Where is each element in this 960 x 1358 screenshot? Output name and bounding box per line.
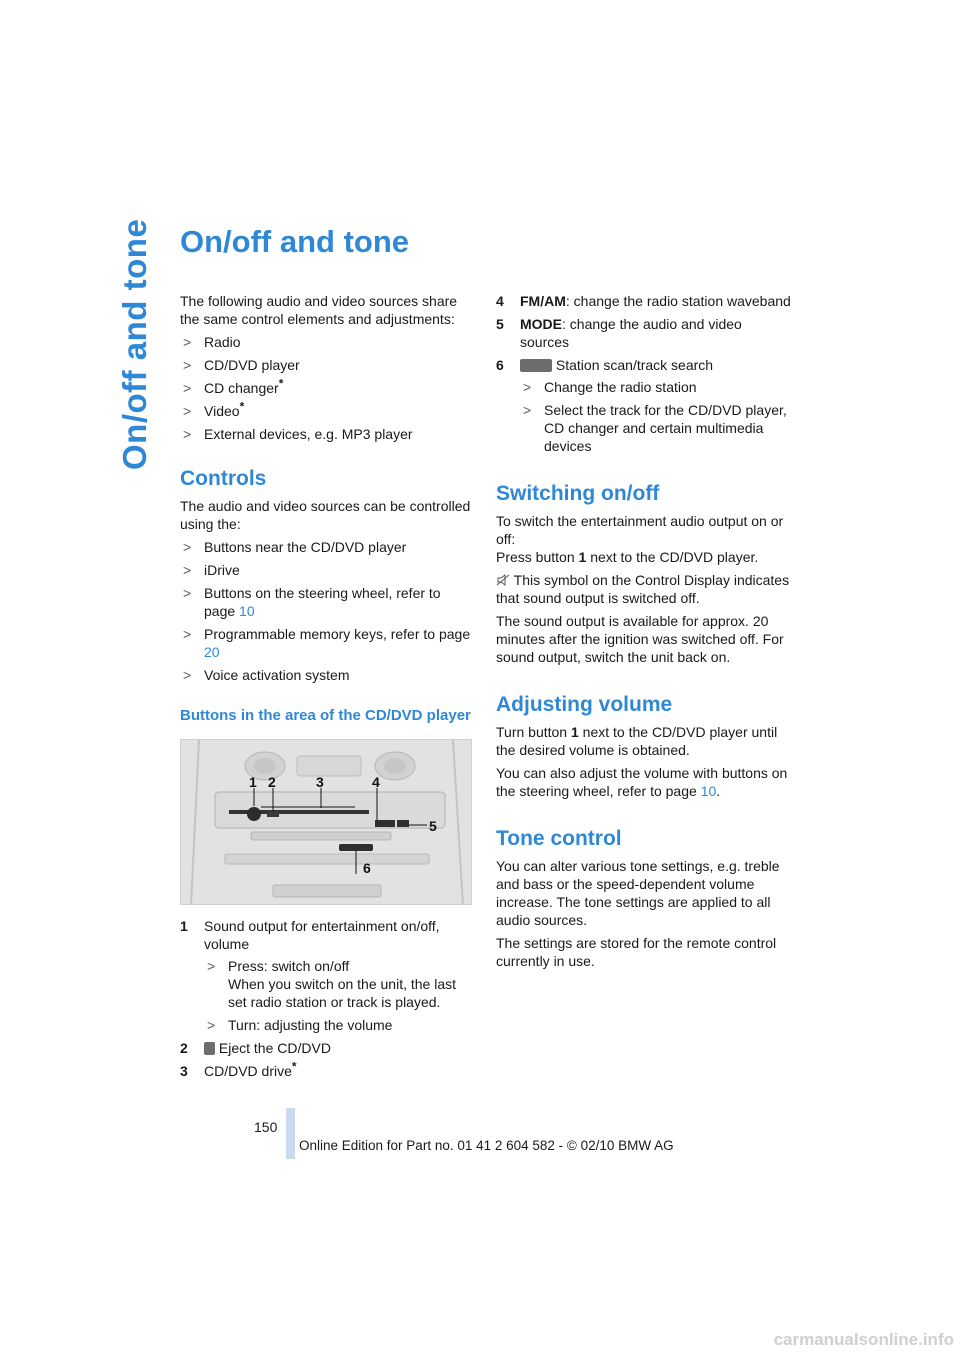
- control-item-steering: > Buttons on the steering wheel, refer to page 10: [183, 585, 441, 619]
- footer-bar: [286, 1108, 295, 1159]
- item-1: 1 Sound output for entertainment on/off, volume > Press: switch on/off When you switch on the unit, the last set radio station or track is played. > Turn: adjusting the volume: [180, 917, 472, 1034]
- page-title: On/off and tone: [180, 224, 410, 259]
- source-item-cd-changer: > CD changer*: [183, 376, 284, 396]
- item-6-sub-2: > Select the track for the CD/DVD player, CD changer and certain multimedia devices: [523, 402, 787, 454]
- figure-label-1: 1: [249, 774, 257, 790]
- controls-heading: Controls: [180, 467, 267, 490]
- footer-text: Online Edition for Part no. 01 41 2 604 582 - © 02/10 BMW AG: [299, 1138, 674, 1153]
- figure-label-3: 3: [316, 774, 324, 790]
- side-tab: [112, 218, 153, 470]
- item-1-press: > Press: switch on/off When you switch on the unit, the last set radio station or track is played.: [207, 958, 457, 1010]
- control-item-idrive: > iDrive: [183, 562, 240, 578]
- option-star-icon: *: [291, 1059, 297, 1074]
- volume-text-1: Turn button 1 next to the CD/DVD player until the desired volume is obtained.: [496, 724, 778, 758]
- page-link[interactable]: 10: [239, 603, 255, 619]
- switching-heading: Switching on/off: [496, 482, 660, 505]
- figure-label-4: 4: [372, 774, 380, 790]
- figure-label-5: 5: [429, 818, 437, 834]
- watermark: carmanualsonline.info: [773, 1330, 954, 1349]
- switching-text-3: The sound output is available for approx. 20 minutes after the ignition was switched off. For sound output, switch the unit back on.: [496, 613, 784, 665]
- switching-text-1: To switch the entertainment audio output on or off:: [496, 513, 784, 547]
- item-1-turn: > Turn: adjusting the volume: [207, 1017, 393, 1033]
- item-6: 6 Station scan/track search > Change the radio station > Select the track for the CD/DVD player, CD changer and certain multimedia devices: [496, 356, 792, 455]
- tone-text-2: The settings are stored for the remote control currently in use.: [496, 935, 777, 969]
- eject-icon: [204, 1042, 215, 1055]
- controls-text: The audio and video sources can be controlled using the:: [180, 498, 471, 532]
- source-item-video: > Video*: [183, 399, 245, 419]
- option-star-icon: *: [278, 376, 284, 391]
- volume-heading: Adjusting volume: [496, 693, 673, 716]
- item-3: 3 CD/DVD drive*: [180, 1059, 297, 1079]
- source-item-cd-dvd: > CD/DVD player: [183, 357, 300, 373]
- item-2: 2 Eject the CD/DVD: [180, 1040, 331, 1056]
- station-scan-icon: [520, 359, 552, 372]
- control-item-voice: > Voice activation system: [183, 667, 350, 683]
- item-4: 4 FM/AM: change the radio station waveband: [496, 293, 791, 309]
- right-column: [496, 292, 792, 975]
- page-number: 150: [254, 1119, 278, 1135]
- sound-off-icon: [496, 574, 510, 586]
- source-item-external: > External devices, e.g. MP3 player: [183, 426, 413, 442]
- buttons-area-heading: Buttons in the area of the CD/DVD player: [180, 707, 471, 724]
- item-5: 5 MODE: change the audio and video sources: [496, 316, 742, 350]
- page-link[interactable]: 20: [204, 644, 220, 660]
- page-link[interactable]: 10: [700, 783, 717, 799]
- figure-label-2: 2: [268, 774, 276, 790]
- tone-text-1: You can alter various tone settings, e.g. treble and bass or the speed-dependent volume increase. The tone settings are applied to all audio sources.: [496, 858, 780, 928]
- tone-heading: Tone control: [496, 827, 622, 850]
- intro-text: The following audio and video sources share the same control elements and adjustments:: [180, 293, 458, 327]
- source-item-radio: > Radio: [183, 334, 241, 350]
- side-tab-label: On/off and tone: [116, 218, 153, 470]
- item-6-sub-1: > Change the radio station: [523, 379, 697, 395]
- control-item-memory: > Programmable memory keys, refer to page 20: [183, 626, 471, 660]
- switching-symbol-text: This symbol on the Control Display indicates that sound output is switched off.: [496, 572, 790, 606]
- left-column: [180, 292, 472, 1085]
- volume-text-2: You can also adjust the volume with buttons on the steering wheel, refer to page 10.: [496, 765, 788, 799]
- figure-label-6: 6: [363, 860, 371, 876]
- cd-player-figure: [180, 739, 472, 905]
- control-item-buttons: > Buttons near the CD/DVD player: [183, 539, 407, 555]
- switching-text-2: Press button 1 next to the CD/DVD player.: [496, 549, 759, 565]
- option-star-icon: *: [239, 399, 245, 414]
